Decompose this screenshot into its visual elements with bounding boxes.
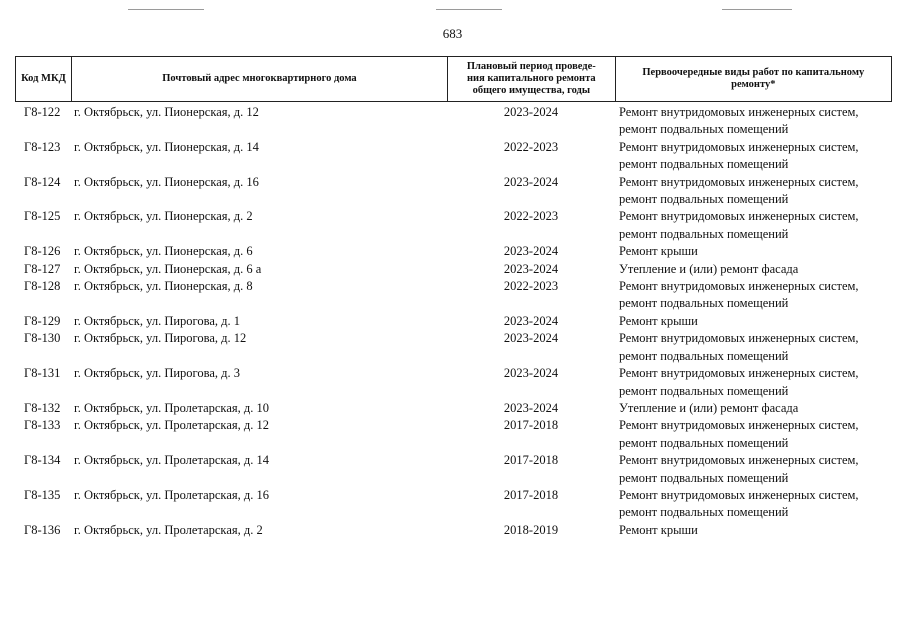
repair-works-line: Ремонт крыши bbox=[619, 522, 698, 537]
mkd-code: Г8-127 bbox=[24, 261, 61, 276]
mkd-code: Г8-122 bbox=[24, 105, 61, 119]
house-address: г. Октябрьск, ул. Пролетарская, д. 12 bbox=[74, 418, 269, 433]
header-works bbox=[615, 57, 891, 101]
repair-works-line: ремонт подвальных помещений bbox=[619, 348, 789, 363]
header-period-line: Плановый период проведе- bbox=[466, 61, 596, 72]
housing-register-table bbox=[15, 56, 892, 539]
repair-works bbox=[615, 243, 892, 260]
table-row bbox=[15, 417, 892, 452]
mkd-code: Г8-132 bbox=[24, 400, 61, 415]
repair-works bbox=[615, 313, 892, 330]
repair-period: 2023-2024 bbox=[503, 261, 559, 276]
mkd-code: Г8-125 bbox=[24, 209, 61, 224]
table-row bbox=[15, 243, 892, 260]
repair-period: 2018-2019 bbox=[503, 522, 559, 537]
repair-works bbox=[615, 278, 892, 313]
repair-period: 2017-2018 bbox=[503, 418, 559, 433]
repair-works-line: Ремонт крыши bbox=[619, 313, 698, 328]
repair-works-line: Ремонт внутридомовых инженерных систем, bbox=[619, 174, 859, 189]
mkd-code: Г8-126 bbox=[24, 244, 61, 259]
page-number: 683 bbox=[442, 26, 463, 41]
repair-works-line: Ремонт внутридомовых инженерных систем, bbox=[619, 366, 859, 381]
repair-works bbox=[615, 452, 892, 487]
house-address: г. Октябрьск, ул. Пионерская, д. 6 bbox=[74, 244, 253, 259]
repair-works-line: Ремонт внутридомовых инженерных систем, bbox=[619, 418, 859, 433]
table-row bbox=[15, 330, 892, 365]
repair-works-line: ремонт подвальных помещений bbox=[619, 122, 789, 137]
repair-period: 2023-2024 bbox=[503, 105, 559, 119]
repair-period: 2023-2024 bbox=[503, 331, 559, 346]
mkd-code: Г8-135 bbox=[24, 487, 61, 502]
header-address: Почтовый адрес многоквартирного дома bbox=[71, 57, 447, 101]
table-row bbox=[15, 139, 892, 174]
header-code: Код МКД bbox=[21, 73, 66, 84]
repair-works-line: ремонт подвальных помещений bbox=[619, 192, 789, 207]
repair-works bbox=[615, 522, 892, 539]
house-address: г. Октябрьск, ул. Пионерская, д. 8 bbox=[74, 279, 253, 294]
header-period-line: общего имущества, годы bbox=[472, 85, 591, 96]
table-header bbox=[15, 56, 892, 102]
table-row bbox=[15, 400, 892, 417]
repair-works-line: Ремонт внутридомовых инженерных систем, bbox=[619, 453, 859, 468]
mkd-code: Г8-128 bbox=[24, 279, 61, 294]
house-address: г. Октябрьск, ул. Пионерская, д. 16 bbox=[74, 174, 259, 189]
table-row bbox=[15, 208, 892, 243]
repair-period: 2022-2023 bbox=[503, 209, 559, 224]
repair-works-line: ремонт подвальных помещений bbox=[619, 470, 789, 485]
repair-works-line: Ремонт внутридомовых инженерных систем, bbox=[619, 139, 859, 154]
house-address: г. Октябрьск, ул. Пролетарская, д. 10 bbox=[74, 400, 269, 415]
repair-works-line: Ремонт внутридомовых инженерных систем, bbox=[619, 209, 859, 224]
repair-works-line: ремонт подвальных помещений bbox=[619, 296, 789, 311]
header-works-line: ремонту* bbox=[731, 79, 776, 90]
house-address: г. Октябрьск, ул. Пионерская, д. 12 bbox=[74, 105, 259, 119]
header-period bbox=[447, 57, 615, 101]
repair-period: 2023-2024 bbox=[503, 366, 559, 381]
house-address: г. Октябрьск, ул. Пролетарская, д. 16 bbox=[74, 487, 269, 502]
repair-works-line: Ремонт внутридомовых инженерных систем, bbox=[619, 487, 859, 502]
house-address: г. Октябрьск, ул. Пирогова, д. 12 bbox=[74, 331, 247, 346]
table-row bbox=[15, 104, 892, 139]
repair-works bbox=[615, 330, 892, 365]
repair-period: 2023-2024 bbox=[503, 400, 559, 415]
house-address: г. Октябрьск, ул. Пионерская, д. 6 а bbox=[74, 261, 262, 276]
repair-period: 2022-2023 bbox=[503, 279, 559, 294]
mkd-code: Г8-123 bbox=[24, 139, 61, 154]
house-address: г. Октябрьск, ул. Пролетарская, д. 14 bbox=[74, 453, 269, 468]
repair-period: 2017-2018 bbox=[503, 487, 559, 502]
table-row bbox=[15, 487, 892, 522]
table-row bbox=[15, 365, 892, 400]
table-row bbox=[15, 313, 892, 330]
table-row bbox=[15, 522, 892, 539]
repair-works bbox=[615, 139, 892, 174]
house-address: г. Октябрьск, ул. Пионерская, д. 2 bbox=[74, 209, 253, 224]
header-period-line: ния капитального ремонта bbox=[467, 73, 596, 84]
repair-works bbox=[615, 365, 892, 400]
repair-works bbox=[615, 261, 892, 278]
repair-works bbox=[615, 487, 892, 522]
repair-works-line: ремонт подвальных помещений bbox=[619, 505, 789, 520]
repair-works-line: Ремонт внутридомовых инженерных систем, bbox=[619, 279, 859, 294]
house-address: г. Октябрьск, ул. Пирогова, д. 3 bbox=[74, 366, 240, 381]
house-address: г. Октябрьск, ул. Пролетарская, д. 2 bbox=[74, 522, 263, 537]
repair-works-line: Утепление и (или) ремонт фасада bbox=[619, 261, 799, 276]
repair-period: 2022-2023 bbox=[503, 139, 559, 154]
house-address: г. Октябрьск, ул. Пирогова, д. 1 bbox=[74, 313, 240, 328]
repair-period: 2023-2024 bbox=[503, 244, 559, 259]
scan-mark-right bbox=[722, 9, 792, 10]
house-address: г. Октябрьск, ул. Пионерская, д. 14 bbox=[74, 139, 259, 154]
repair-period: 2023-2024 bbox=[503, 174, 559, 189]
repair-works-line: ремонт подвальных помещений bbox=[619, 435, 789, 450]
mkd-code: Г8-124 bbox=[24, 174, 61, 189]
mkd-code: Г8-134 bbox=[24, 453, 61, 468]
mkd-code: Г8-131 bbox=[24, 366, 61, 381]
mkd-code: Г8-136 bbox=[24, 522, 61, 537]
table-body bbox=[15, 104, 892, 539]
mkd-code: Г8-130 bbox=[24, 331, 61, 346]
repair-period: 2023-2024 bbox=[503, 313, 559, 328]
table-row bbox=[15, 452, 892, 487]
repair-works bbox=[615, 208, 892, 243]
repair-works-line: ремонт подвальных помещений bbox=[619, 157, 789, 172]
repair-works bbox=[615, 417, 892, 452]
repair-works bbox=[615, 104, 892, 139]
repair-works bbox=[615, 174, 892, 209]
table-row bbox=[15, 278, 892, 313]
table-row bbox=[15, 261, 892, 278]
repair-works bbox=[615, 400, 892, 417]
scan-mark-left bbox=[128, 9, 204, 10]
repair-works-line: ремонт подвальных помещений bbox=[619, 383, 789, 398]
repair-works-line: Ремонт крыши bbox=[619, 244, 698, 259]
repair-works-line: Ремонт внутридомовых инженерных систем, bbox=[619, 105, 859, 119]
repair-works-line: Ремонт внутридомовых инженерных систем, bbox=[619, 331, 859, 346]
mkd-code: Г8-129 bbox=[24, 313, 61, 328]
table-row bbox=[15, 174, 892, 209]
repair-works-line: Утепление и (или) ремонт фасада bbox=[619, 400, 799, 415]
repair-period: 2017-2018 bbox=[503, 453, 559, 468]
repair-works-line: ремонт подвальных помещений bbox=[619, 226, 789, 241]
mkd-code: Г8-133 bbox=[24, 418, 61, 433]
header-works-line: Первоочередные виды работ по капитальному bbox=[642, 67, 865, 78]
scan-mark-center bbox=[436, 9, 502, 10]
